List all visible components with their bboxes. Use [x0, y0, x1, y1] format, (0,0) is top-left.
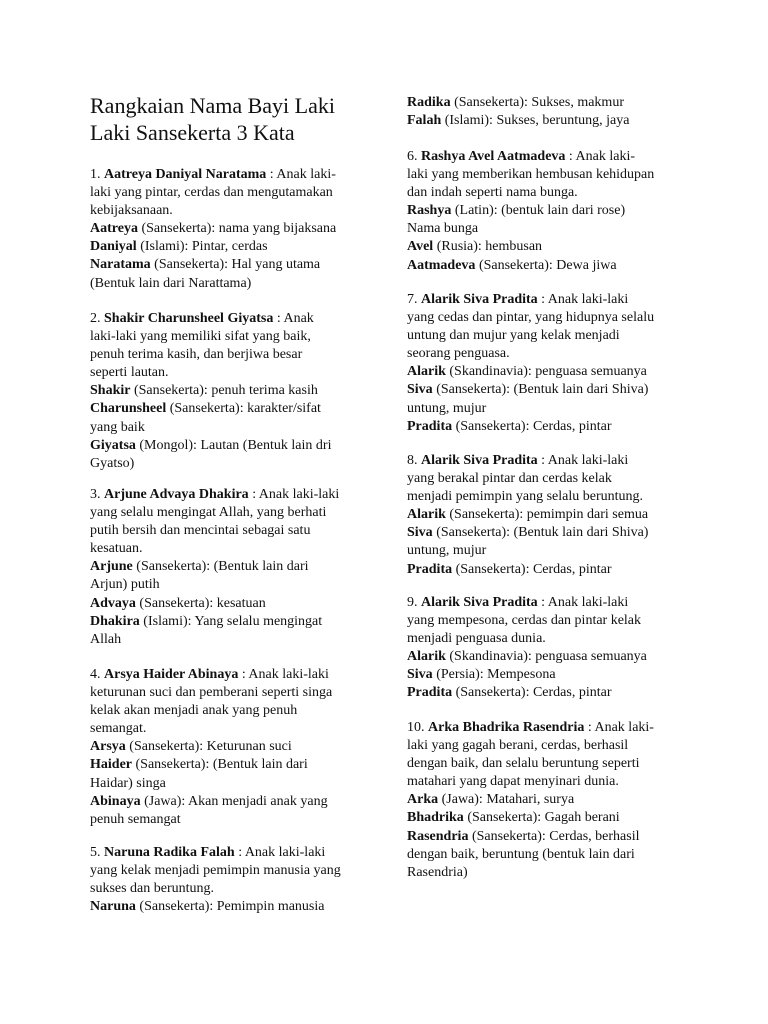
entry-text: dengan baik, dan selalu beruntung seperti [407, 756, 640, 772]
entry-text: : Anak laki-laki [537, 453, 629, 468]
entry-text: laki yang gagah berani, cerdas, berhasil [407, 738, 629, 754]
entry-text: (Sansekerta): Keturunan suci [125, 739, 292, 755]
entry-line [407, 809, 687, 827]
entry-line [90, 310, 372, 328]
entry-text: 7. [407, 292, 421, 307]
name-term: Naruna Radika Falah [104, 845, 235, 860]
name-term: Haider [90, 757, 132, 773]
entry-line [407, 327, 687, 345]
entry-line [90, 811, 372, 829]
entry-line [407, 524, 687, 542]
entry-line [407, 648, 687, 666]
entry-line [407, 755, 687, 773]
entry-line [407, 345, 687, 363]
name-term: Rasendria [407, 828, 469, 844]
entry-line [407, 148, 687, 166]
entry-text: (Jawa): Akan menjadi anak yang [140, 793, 328, 809]
name-term: Arjune [90, 559, 133, 575]
entry-text: (Sansekerta): penuh terima kasih [130, 383, 318, 399]
entry-text: 10. [407, 720, 428, 735]
name-entry [407, 719, 687, 882]
entry-text: yang baik [90, 419, 145, 435]
name-term: Abinaya [90, 793, 141, 809]
entry-text: (Rusia): hembusan [433, 239, 543, 255]
entry-line [90, 720, 372, 738]
entry-line [407, 166, 687, 184]
entry-text: menjadi penguasa dunia. [407, 631, 546, 647]
entry-text: : Anak laki-laki [238, 667, 329, 682]
entry-line [407, 184, 687, 202]
name-entry [90, 486, 372, 649]
entry-line [90, 631, 372, 649]
entry-line [90, 275, 372, 293]
entry-text: : Anak laki- [266, 167, 336, 182]
entry-line [90, 419, 372, 437]
title-line-1: Rangkaian Nama Bayi Laki [90, 93, 335, 118]
entry-text: 2. [90, 311, 104, 326]
entry-line [407, 542, 687, 560]
name-term: Naratama [90, 257, 151, 273]
entry-text: untung, mujur [407, 400, 487, 416]
entry-line [90, 756, 372, 774]
entry-text: 3. [90, 487, 104, 502]
name-term: Naruna [90, 899, 136, 915]
entry-text: (Islami): Sukses, beruntung, jaya [441, 113, 630, 129]
entry-line [407, 561, 687, 579]
entry-text: Gyatso) [90, 455, 135, 471]
entry-line [407, 309, 687, 327]
entry-line [90, 576, 372, 594]
entry-line [90, 558, 372, 576]
entry-text: Nama bunga [407, 221, 479, 237]
entry-line [90, 238, 372, 256]
entry-text: (Sansekerta): Pemimpin manusia [135, 899, 325, 915]
entry-line [90, 738, 372, 756]
entry-text: 6. [407, 149, 421, 164]
entry-text: (Sansekerta): Gagah berani [463, 810, 620, 826]
entry-text: (Sansekerta): (Bentuk lain dari [132, 559, 309, 575]
name-term: Aatreya [90, 221, 138, 237]
entry-line [407, 506, 687, 524]
entry-line [407, 828, 687, 846]
entry-text: penuh semangat [90, 811, 181, 827]
entry-line [407, 666, 687, 684]
name-term: Rashya Avel Aatmadeva [421, 149, 566, 164]
name-entry [407, 452, 687, 579]
entry-text: matahari yang dapat menyinari dunia. [407, 774, 619, 790]
entry-line [407, 737, 687, 755]
entry-text: dengan baik, beruntung (bentuk lain dari [407, 846, 635, 862]
entry-line [407, 864, 687, 882]
entry-text: sukses dan beruntung. [90, 881, 215, 897]
name-entry [90, 166, 372, 293]
name-term: Giyatsa [90, 437, 136, 453]
entry-text: laki yang pintar, cerdas dan mengutamakan [90, 185, 333, 201]
entry-line [90, 522, 372, 540]
entry-line [90, 880, 372, 898]
entry-text: (Sansekerta): Hal yang utama [150, 257, 321, 273]
entry-text: (Sansekerta): Cerdas, pintar [452, 685, 612, 701]
entry-text: 5. [90, 845, 104, 860]
entry-text: Arjun) putih [90, 577, 160, 593]
entry-line [90, 793, 372, 811]
entry-text: (Sansekerta): pemimpin dari semua [445, 507, 649, 523]
name-term: Pradita [407, 561, 453, 577]
entry-line [90, 184, 372, 202]
entry-text: Haidar) singa [90, 775, 166, 791]
entry-line [407, 220, 687, 238]
entry-line [407, 452, 687, 470]
entry-line [90, 844, 372, 862]
entry-line [407, 684, 687, 702]
entry-line [407, 791, 687, 809]
entry-line [90, 220, 372, 238]
entry-text: (Sansekerta): Sukses, makmur [450, 95, 624, 110]
entry-line [407, 418, 687, 436]
entry-text: laki yang memberikan hembusan kehidupan [407, 167, 655, 183]
entry-line [407, 381, 687, 399]
name-term: Daniyal [90, 239, 137, 255]
entry-line [90, 702, 372, 720]
entry-text: (Jawa): Matahari, surya [438, 792, 575, 808]
name-entry [407, 148, 687, 275]
entry-text: (Sansekerta): nama yang bijaksana [137, 221, 337, 237]
entry-text: (Latin): (bentuk lain dari rose) [451, 203, 626, 219]
entry-line [90, 504, 372, 522]
entry-line [407, 594, 687, 612]
entry-line [90, 613, 372, 631]
name-term: Pradita [407, 418, 453, 434]
entry-text: (Sansekerta): karakter/sifat [166, 401, 321, 417]
name-term: Alarik Siva Pradita [421, 453, 538, 468]
entry-text: : Anak laki-laki [537, 292, 629, 307]
entry-line [90, 364, 372, 382]
name-term: Siva [407, 525, 433, 541]
entry-text: (Sansekerta): (Bentuk lain dari Shiva) [432, 525, 649, 541]
name-entry [407, 594, 687, 703]
name-term: Dhakira [90, 613, 140, 629]
name-entry [90, 666, 372, 829]
entry-text: putih bersih dan mencintai sebagai satu [90, 523, 311, 539]
entry-text: seorang penguasa. [407, 346, 510, 362]
entry-text: yang berakal pintar dan cerdas kelak [407, 471, 612, 487]
entry-text: 9. [407, 595, 421, 610]
name-term: Alarik Siva Pradita [421, 292, 538, 307]
entry-text: (Sansekerta): Cerdas, pintar [452, 418, 612, 434]
entry-text: (Skandinavia): penguasa semuanya [445, 649, 647, 665]
entry-text: (Sansekerta): (Bentuk lain dari Shiva) [432, 382, 649, 398]
entry-text: kelak akan menjadi anak yang penuh [90, 703, 298, 719]
entry-line [90, 540, 372, 558]
name-term: Charunsheel [90, 401, 167, 417]
name-term: Siva [407, 667, 433, 683]
entry-line [90, 898, 372, 916]
entry-text: Allah [90, 631, 122, 647]
entry-line [90, 775, 372, 793]
name-term: Arjune Advaya Dhakira [104, 487, 249, 502]
page-title [90, 92, 380, 146]
entry-text: (Sansekerta): Dewa jiwa [475, 257, 617, 273]
entry-line [90, 666, 372, 684]
entry-line [407, 291, 687, 309]
title-line-2: Laki Sansekerta 3 Kata [90, 120, 295, 145]
entry-line [407, 94, 687, 112]
entry-text: (Islami): Yang selalu mengingat [139, 613, 323, 629]
entry-text: seperti lautan. [90, 365, 169, 381]
name-term: Bhadrika [407, 810, 464, 826]
entry-line [407, 719, 687, 737]
entry-line [407, 400, 687, 418]
entry-text: yang kelak menjadi pemimpin manusia yang [90, 863, 341, 879]
entry-text: (Sansekerta): (Bentuk lain dari [132, 757, 308, 773]
entry-line [407, 846, 687, 864]
entry-line [407, 612, 687, 630]
entry-text: : Anak laki- [584, 720, 654, 735]
name-term: Rashya [407, 203, 452, 219]
entry-text: : Anak laki-laki [234, 845, 326, 860]
entry-text: : Anak [273, 311, 314, 326]
entry-text: : Anak laki-laki [537, 595, 629, 610]
entry-text: 1. [90, 167, 104, 182]
entry-line [407, 630, 687, 648]
entry-text: : Anak laki- [565, 149, 636, 164]
entry-line [407, 363, 687, 381]
entry-line [407, 488, 687, 506]
name-entry [407, 94, 687, 130]
entry-line [407, 257, 687, 275]
entry-text: : Anak laki-laki [248, 487, 340, 502]
entry-text: untung dan mujur yang kelak menjadi [407, 328, 620, 344]
entry-line [90, 328, 372, 346]
entry-line [90, 455, 372, 473]
entry-text: laki-laki yang memiliki sifat yang baik, [90, 329, 311, 345]
entry-text: dan indah seperti nama bunga. [407, 185, 578, 201]
entry-line [90, 486, 372, 504]
name-term: Radika [407, 95, 451, 110]
name-entry [90, 310, 372, 473]
entry-text: semangat. [90, 721, 147, 737]
entry-line [90, 437, 372, 455]
entry-line [90, 382, 372, 400]
entry-line [90, 166, 372, 184]
entry-line [407, 238, 687, 256]
name-entry [407, 291, 687, 436]
entry-text: yang mempesona, cerdas dan pintar kelak [407, 613, 642, 629]
entry-text: yang cedas dan pintar, yang hidupnya selalu [407, 310, 655, 326]
name-term: Siva [407, 382, 433, 398]
entry-text: keturunan suci dan pemberani seperti singa [90, 685, 333, 701]
entry-text: (Mongol): Lautan (Bentuk lain dri [135, 437, 332, 453]
entry-text: (Sansekerta): Cerdas, berhasil [468, 828, 640, 844]
name-term: Arsya Haider Abinaya [104, 667, 239, 682]
name-term: Alarik [407, 649, 446, 665]
entry-line [407, 112, 687, 130]
entry-line [407, 773, 687, 791]
entry-line [407, 470, 687, 488]
entry-text: (Persia): Mempesona [432, 667, 556, 683]
entry-line [90, 862, 372, 880]
entry-text: kesatuan. [90, 541, 143, 557]
entry-text: (Islami): Pintar, cerdas [136, 239, 268, 255]
name-term: Arsya [90, 739, 126, 755]
name-entry [90, 844, 372, 916]
entry-text: (Bentuk lain dari Narattama) [90, 275, 252, 291]
entry-text: 4. [90, 667, 104, 682]
entry-line [90, 595, 372, 613]
entry-line [90, 346, 372, 364]
entry-line [90, 684, 372, 702]
name-term: Pradita [407, 685, 453, 701]
entry-text: yang selalu mengingat Allah, yang berhati [90, 505, 327, 521]
name-term: Aatreya Daniyal Naratama [104, 167, 267, 182]
entry-text: (Sansekerta): kesatuan [135, 595, 266, 611]
name-term: Shakir Charunsheel Giyatsa [104, 311, 274, 326]
name-term: Advaya [90, 595, 136, 611]
name-term: Alarik Siva Pradita [421, 595, 538, 610]
entry-line [90, 400, 372, 418]
entry-text: menjadi pemimpin yang selalu beruntung. [407, 489, 644, 505]
name-term: Arka Bhadrika Rasendria [428, 720, 585, 735]
entry-text: penuh terima kasih, dan berjiwa besar [90, 347, 303, 363]
entry-line [407, 202, 687, 220]
entry-text: untung, mujur [407, 543, 487, 559]
name-term: Alarik [407, 507, 446, 523]
name-term: Shakir [90, 383, 131, 399]
name-term: Alarik [407, 364, 446, 380]
name-term: Falah [407, 113, 442, 129]
entry-text: (Skandinavia): penguasa semuanya [445, 364, 647, 380]
entry-line [90, 256, 372, 274]
entry-text: Rasendria) [407, 864, 468, 880]
name-term: Arka [407, 792, 439, 808]
entry-line [90, 202, 372, 220]
name-term: Aatmadeva [407, 257, 476, 273]
entry-text: kebijaksanaan. [90, 203, 173, 219]
entry-text: 8. [407, 453, 421, 468]
entry-text: (Sansekerta): Cerdas, pintar [452, 561, 612, 577]
name-term: Avel [407, 239, 434, 255]
